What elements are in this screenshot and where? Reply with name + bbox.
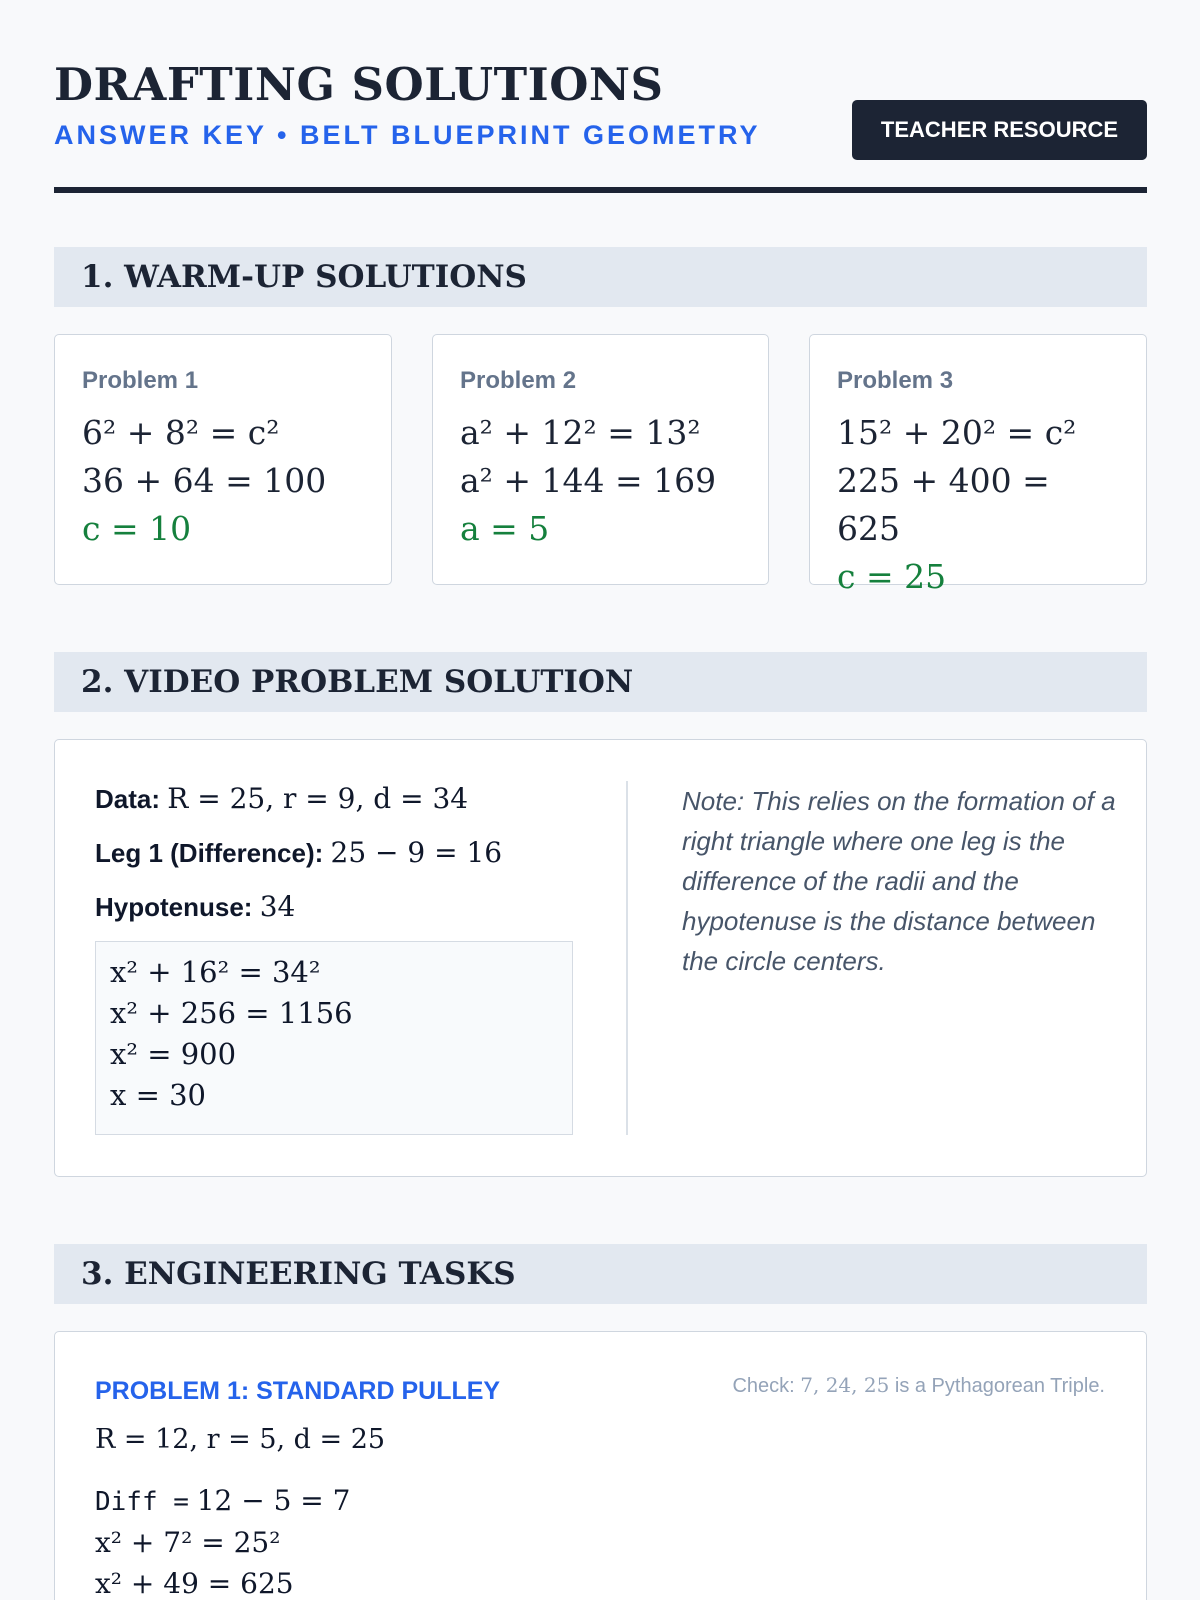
answer-line: c = 25 [837,557,947,596]
equation-line: x² + 49 = 625 [95,1567,294,1600]
equation-line: 6² + 8² = c² [82,413,280,452]
equation-line: 36 + 64 = 100 [82,461,327,500]
hypotenuse-value: 34 [259,890,296,923]
check-suffix: is a Pythagorean Triple. [894,1375,1105,1397]
calculation-box [95,941,573,1135]
explanation-note: Note: This relies on the formation of a right triangle where one leg is the difference of the radii and the hypotenuse is the distance between the circle centers. [682,786,1116,976]
equation-line: a² + 12² = 13² [460,413,701,452]
page-subtitle: ANSWER KEY • BELT BLUEPRINT GEOMETRY [54,120,761,150]
header-divider [54,187,1147,193]
triple-check-note [732,1373,1105,1398]
hypotenuse-line [95,890,295,923]
page-title: DRAFTING SOLUTIONS [54,58,664,111]
section-warmup-heading: 1. WARM-UP SOLUTIONS [54,247,1147,307]
section-video-heading: 2. VIDEO PROBLEM SOLUTION [54,652,1147,712]
leg-label: Leg 1 (Difference): [95,838,324,868]
equation-line: 15² + 20² = c² [837,413,1077,452]
warmup-card-2 [432,334,769,585]
data-value: R = 25, r = 9, d = 34 [167,782,469,815]
leg-value: 25 − 9 = 16 [330,836,503,869]
leg-line [95,836,502,869]
answer-line: a = 5 [460,509,550,548]
check-triple: 7, 24, 25 [800,1373,890,1397]
warmup-card-3 [809,334,1147,596]
problem-1-title: PROBLEM 1: STANDARD PULLEY [95,1377,501,1405]
equation-line: a² + 144 = 169 [460,461,717,500]
diff-line [95,1484,350,1517]
problem-label: Problem 3 [837,367,954,394]
problem-label: Problem 2 [460,367,577,394]
equation-line: x² + 7² = 25² [95,1526,281,1559]
check-prefix: Check: [732,1375,795,1397]
teacher-resource-badge: TEACHER RESOURCE [852,100,1147,160]
given-values: R = 12, r = 5, d = 25 [95,1424,386,1455]
equation-line: 225 + 400 = 625 [837,461,1050,548]
calc-line: x² = 900 [110,1037,237,1071]
data-line [95,782,468,815]
answer-line: c = 10 [82,509,192,548]
calc-line: x² + 256 = 1156 [110,996,353,1030]
problem-label: Problem 1 [82,367,199,394]
data-label: Data: [95,784,161,814]
diff-label: Diff = [95,1487,189,1517]
section-engineering-heading: 3. ENGINEERING TASKS [54,1244,1147,1304]
warmup-card-1 [54,334,392,585]
hypotenuse-label: Hypotenuse: [95,892,253,922]
engineering-task-panel [54,1331,1147,1600]
calc-line: x = 30 [110,1078,206,1112]
diff-value: 12 − 5 = 7 [196,1484,351,1517]
panel-divider [626,781,628,1135]
calc-line: x² + 16² = 34² [110,955,321,989]
